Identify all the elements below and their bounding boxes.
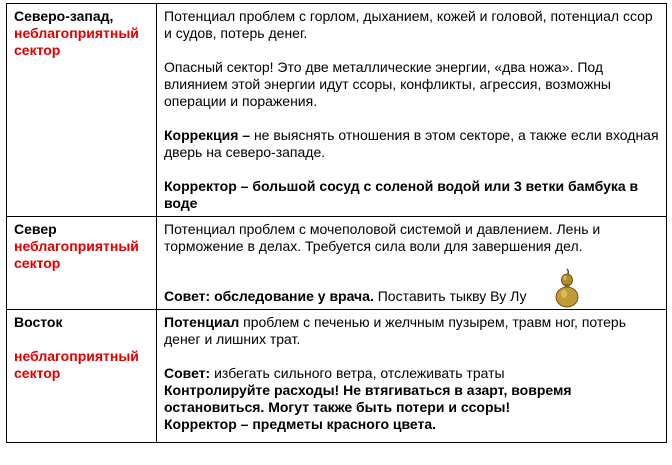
corrector-paragraph: Корректор – большой сосуд с соленой водой или 3 ветки бамбука в воде (164, 178, 639, 211)
description-cell (157, 310, 667, 443)
potential-text: проблем с печенью и желчным пузырем, травм ног, потерь денег и лишних трат. (164, 314, 627, 347)
table-row (7, 4, 667, 217)
sector-heading: Север (14, 221, 57, 237)
description-cell (157, 4, 667, 217)
correction-label: Коррекция – (164, 127, 251, 143)
correction-text: не выяснять отношения в этом секторе, а также если входная дверь на северо-западе. (164, 127, 659, 160)
advice-text: избегать сильного ветра, отслеживать траты (210, 365, 505, 381)
advice-label: Совет: (164, 365, 211, 381)
sector-cell (7, 4, 157, 217)
paragraph: Потенциал проблем с мочеполовой системой и давлением. Лень и торможение в делах. Требуется сила воли для завершения дел. (164, 221, 601, 254)
corrector-paragraph: Корректор – предметы красного цвета. (164, 416, 437, 432)
sector-cell (7, 217, 157, 310)
sector-heading: Восток (14, 314, 63, 330)
paragraph: Опасный сектор! Это две металлические энергии, «два ножа». Под влиянием этой энергии идут ссоры, конфликты, агрессия, возможны операции и поражения. (164, 59, 611, 109)
sector-status: неблагоприятный сектор (14, 25, 139, 58)
advice-text: Поставить тыкву Ву Лу (373, 288, 527, 304)
table-row (7, 217, 667, 310)
warning-paragraph: Контролируйте расходы! Не втягиваться в азарт, вовремя остановиться. Могут также быть потери и ссоры! (164, 382, 572, 415)
correction-paragraph (164, 127, 659, 161)
paragraph (164, 314, 659, 348)
potential-label: Потенциал (164, 314, 240, 330)
sector-cell (7, 310, 157, 443)
table-row (7, 310, 667, 443)
sector-status: неблагоприятный сектор (14, 348, 139, 381)
advice-paragraph (164, 365, 659, 382)
sector-status: неблагоприятный сектор (14, 238, 139, 271)
advice-paragraph (164, 288, 659, 305)
description-cell (157, 217, 667, 310)
sector-heading: Северо-запад, (14, 8, 114, 24)
advice-label: Совет: обследование у врача. (164, 288, 374, 304)
gourd-icon (553, 268, 581, 308)
paragraph: Потенциал проблем с горлом, дыханием, кожей и головой, потенциал ссор и судов, потерь денег. (164, 8, 653, 41)
feng-shui-table (6, 3, 667, 443)
